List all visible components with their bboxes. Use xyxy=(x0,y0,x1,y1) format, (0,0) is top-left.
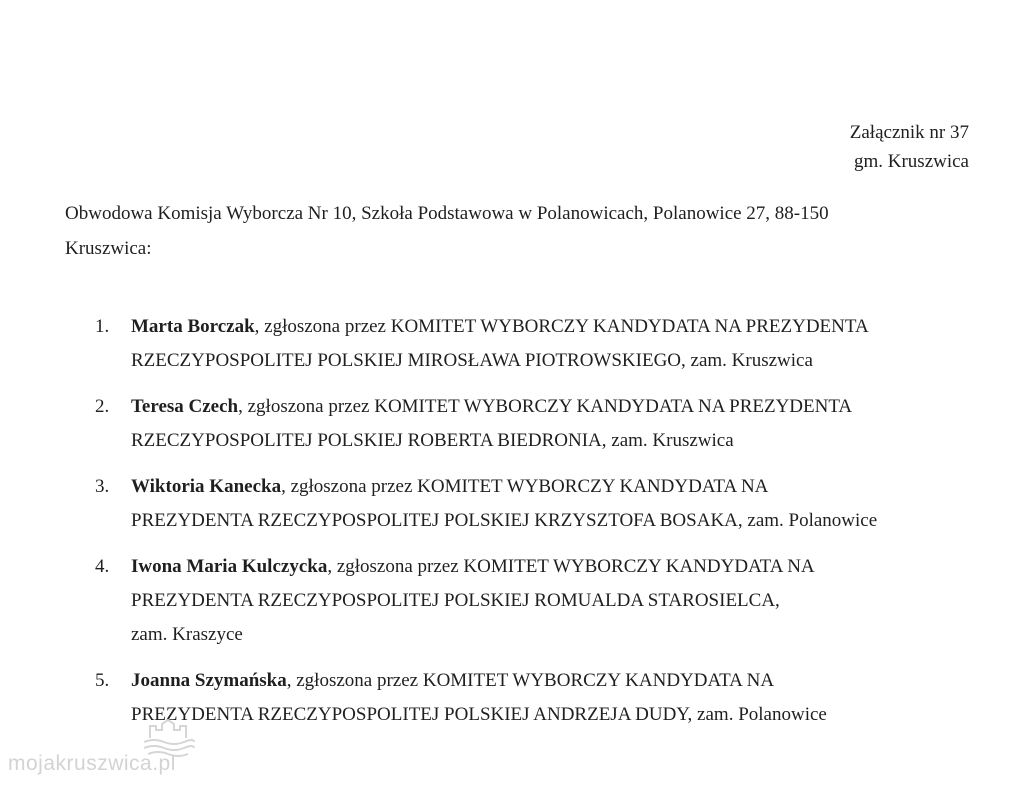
member-name: Joanna Szymańska xyxy=(131,670,287,691)
item-line-2: RZECZYPOSPOLITEJ POLSKIEJ ROBERTA BIEDRONIA, zam. Kruszwica xyxy=(131,430,734,451)
site-watermark xyxy=(8,718,208,782)
watermark-text: mojakruszwica.pl xyxy=(8,752,176,775)
item-line-3: zam. Kraszyce xyxy=(131,624,243,645)
item-line-2: RZECZYPOSPOLITEJ POLSKIEJ MIROSŁAWA PIOTROWSKIEGO, zam. Kruszwica xyxy=(131,350,813,371)
list-item xyxy=(95,550,975,652)
item-line-2: PREZYDENTA RZECZYPOSPOLITEJ POLSKIEJ ANDRZEJA DUDY, zam. Polanowice xyxy=(131,704,827,725)
item-number: 2. xyxy=(95,396,110,417)
member-nomination: , zgłoszona przez KOMITET WYBORCZY KANDYDATA NA PREZYDENTA xyxy=(254,316,869,337)
list-item xyxy=(95,470,975,538)
member-name: Iwona Maria Kulczycka xyxy=(131,556,328,577)
item-line-2: PREZYDENTA RZECZYPOSPOLITEJ POLSKIEJ KRZYSZTOFA BOSAKA, zam. Polanowice xyxy=(131,510,878,531)
member-name: Marta Borczak xyxy=(131,316,255,337)
item-number: 1. xyxy=(95,316,110,337)
member-nomination: , zgłoszona przez KOMITET WYBORCZY KANDYDATA NA xyxy=(327,556,815,577)
item-number: 3. xyxy=(95,476,110,497)
attachment-label xyxy=(850,118,969,176)
item-line-1 xyxy=(131,390,975,424)
heading-line-1: Obwodowa Komisja Wyborcza Nr 10, Szkoła Podstawowa w Polanowicach, Polanowice 27, 88-150 xyxy=(65,203,829,224)
member-nomination: , zgłoszona przez KOMITET WYBORCZY KANDYDATA NA PREZYDENTA xyxy=(238,396,853,417)
list-item xyxy=(95,664,975,732)
item-number: 4. xyxy=(95,556,110,577)
item-line-1 xyxy=(131,310,975,344)
heading-line-2: Kruszwica: xyxy=(65,238,152,259)
item-line-1 xyxy=(131,550,975,584)
item-line-1 xyxy=(131,664,975,698)
member-name: Teresa Czech xyxy=(131,396,239,417)
item-line-1 xyxy=(131,470,975,504)
members-list xyxy=(95,310,975,744)
member-nomination: , zgłoszona przez KOMITET WYBORCZY KANDYDATA NA xyxy=(281,476,769,497)
member-nomination: , zgłoszona przez KOMITET WYBORCZY KANDYDATA NA xyxy=(286,670,775,691)
item-line-2: PREZYDENTA RZECZYPOSPOLITEJ POLSKIEJ ROMUALDA STAROSIELCA, xyxy=(131,590,780,611)
item-number: 5. xyxy=(95,670,110,691)
list-item xyxy=(95,310,975,378)
attachment-number: Załącznik nr 37 xyxy=(849,122,969,143)
attachment-municipality: gm. Kruszwica xyxy=(853,151,969,172)
member-name: Wiktoria Kanecka xyxy=(131,476,282,497)
commission-heading xyxy=(65,196,945,266)
list-item xyxy=(95,390,975,458)
